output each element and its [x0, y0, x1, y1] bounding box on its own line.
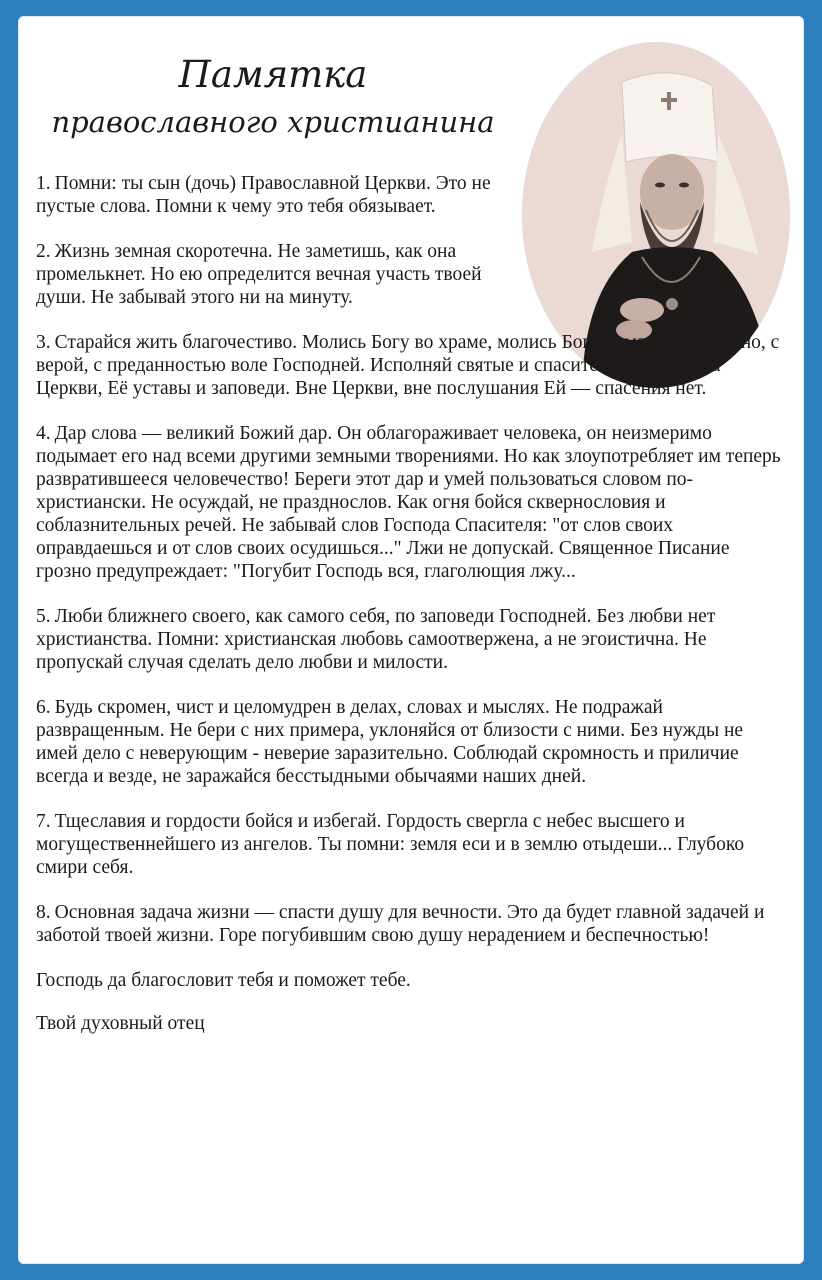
list-item [36, 331, 788, 400]
list-item [36, 422, 788, 583]
list-item [36, 810, 788, 879]
item-number: 4. [36, 423, 51, 444]
list-item [36, 605, 788, 674]
item-text: Будь скромен, чист и целомудрен в делах, словах и мыслях. Не подражай развращенным. Не бери с них примера, уклоняйся от близости с ними. Без нужды не имей дело с неверующим - неверие заразительно. Соблюдай скромность и приличие всегда и везде, не заражайся бесстыдными обычаями наших дней. [36, 697, 744, 787]
item-number: 8. [36, 902, 51, 923]
list-item [36, 172, 506, 218]
item-number: 5. [36, 606, 51, 627]
item-text: Тщеславия и гордости бойся и избегай. Гордость свергла с небес высшего и могущественнейшего из ангелов. Ты помни: земля еси и в землю отыдеши... Глубоко смири себя. [36, 811, 745, 878]
list-item [36, 696, 788, 788]
memo-body [36, 172, 788, 1035]
item-text: Дар слова — великий Божий дар. Он облагораживает человека, он неизмеримо подымает его над всеми другими земными творениями. Но как злоупотребляет им теперь развратившееся человечество! Береги этот дар и умей пользоваться словом по-христиански. Не осуждай, не празднослов. Как огня бойся сквернословия и соблазнительных речей. Не забывай слов Господа Спасителя: "от слов своих оправдаешься и от слов своих осудишься..." Лжи не допускай. Священное Писание грозно предупреждает: "Погубит Господь вся, глаголющия лжу... [36, 423, 781, 582]
page-subtitle: православного христианина [51, 105, 495, 139]
page-title: Памятка [178, 53, 368, 96]
leaflet-card [18, 16, 804, 1264]
item-text: Основная задача жизни — спасти душу для вечности. Это да будет главной задачей и заботой твоей жизни. Горе погубившим свою душу нерадением и беспечностью! [36, 902, 765, 946]
item-text: Старайся жить благочестиво. Молись Богу во храме, молись Богу дома благоговейно, с верой, с преданностью воле Господней. Исполняй святые и спасительные правила Церкви, Её уставы и заповеди. Вне Церкви, вне послушания Ей — спасения нет. [36, 332, 780, 399]
signature-line: Твой духовный отец [36, 1013, 205, 1034]
item-number: 7. [36, 811, 51, 832]
blessing-line: Господь да благословит тебя и поможет тебе. [36, 970, 411, 991]
item-number: 2. [36, 241, 51, 262]
list-item [36, 901, 788, 947]
item-text: Люби ближнего своего, как самого себя, по заповеди Господней. Без любви нет христианства. Помни: христианская любовь самоотвержена, а не эгоистична. Не пропускай случая сделать дело любви и милости. [36, 606, 716, 673]
item-text: Помни: ты сын (дочь) Православной Церкви. Это не пустые слова. Помни к чему это тебя обязывает. [36, 173, 491, 217]
item-number: 1. [36, 173, 51, 194]
item-text: Жизнь земная скоротечна. Не заметишь, как она промелькнет. Но ею определится вечная участь твоей души. Не забывай этого ни на минуту. [36, 241, 482, 308]
item-number: 6. [36, 697, 51, 718]
title-block [38, 52, 508, 142]
item-number: 3. [36, 332, 51, 353]
list-item [36, 240, 506, 309]
